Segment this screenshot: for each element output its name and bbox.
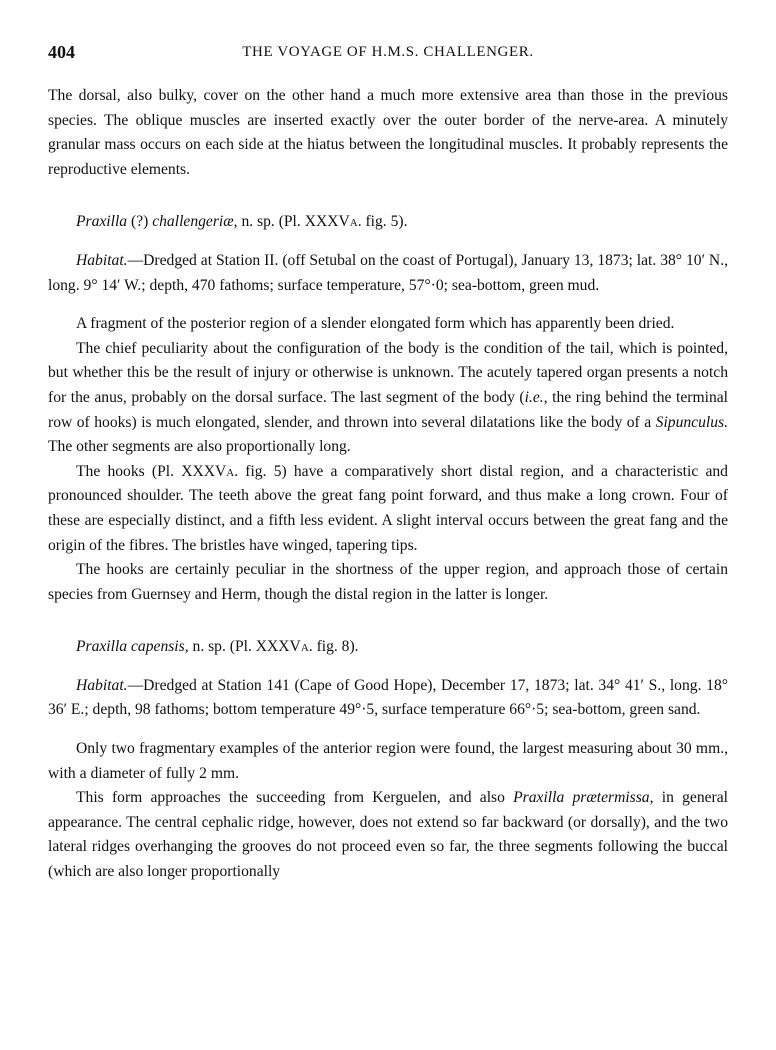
habitat-label: Habitat. <box>76 676 128 694</box>
plate-suffix: a <box>349 213 358 231</box>
page-header <box>48 42 728 66</box>
species-epithet: challengeriæ <box>152 213 234 231</box>
description-paragraph: Only two fragmentary examples of the anterior region were found, the largest measuring about 30 mm., with a diameter of fully 2 mm. <box>48 740 728 782</box>
figure-reference: . fig. 5). <box>357 213 408 231</box>
genus-qualifier: (?) <box>127 213 153 231</box>
text-run: The other segments are also proportionally long. <box>48 438 351 456</box>
description-paragraph <box>48 460 728 558</box>
plate-suffix: a <box>300 638 309 656</box>
italic-text: Praxilla prætermissa <box>513 789 650 807</box>
habitat-paragraph <box>48 249 728 298</box>
text-run: The hooks (Pl. XXXV <box>76 462 227 480</box>
habitat-label: Habitat. <box>76 251 128 269</box>
text-run: , the ring behind the terminal row of hooks) is much elongated, slender, and thrown into several dilatations like the body of a <box>48 388 728 431</box>
figure-reference: . fig. 8). <box>308 638 359 656</box>
text-run: . fig. 5) have a comparatively short distal region, and a characteristic and pronounced shoulder. The teeth above the great fang point forward, and thus make a long crown. Four of these are especially distinct, and a fifth less evident. A slight interval occurs between the great fang and the origin of the fibres. The bristles have winged, tapering tips. <box>48 462 728 554</box>
genus-name: Praxilla <box>76 213 128 231</box>
description-paragraph: The hooks are certainly peculiar in the shortness of the upper region, and approach those of certain species from Guernsey and Herm, though the distal region in the latter is longer. <box>48 561 728 603</box>
italic-text: Sipunculus. <box>655 413 728 431</box>
species-name: Praxilla capensis <box>76 638 185 656</box>
body-text <box>48 84 728 885</box>
species-heading-challengeriae <box>48 210 728 235</box>
description-paragraph <box>48 786 728 884</box>
habitat-text: —Dredged at Station II. (off Setubal on the coast of Portugal), January 13, 1873; lat. 38° 10′ N., long. 9° 14′ W.; depth, 470 fathoms; surface temperature, 57°·0; sea-bottom, green mud. <box>48 251 728 294</box>
text-run: This form approaches the succeeding from Kerguelen, and also <box>76 789 514 807</box>
habitat-paragraph <box>48 674 728 723</box>
page-number: 404 <box>48 42 75 62</box>
plate-reference: , n. sp. (Pl. XXXV <box>233 213 350 231</box>
running-head: THE VOYAGE OF H.M.S. CHALLENGER. <box>242 44 534 60</box>
text-run: , in general appearance. The central cephalic ridge, however, does not extend so far backward (or dorsally), and the two lateral ridges overhanging the grooves do not proceed even so far, the three segments following the buccal (which are also longer proportionally <box>48 789 728 881</box>
italic-text: i.e. <box>524 388 544 406</box>
text-run: The chief peculiarity about the configuration of the body is the condition of the tail, which is pointed, but whether this be the result of injury or otherwise is unknown. The acutely tapered organ presents a notch for the anus, probably on the dorsal surface. The last segment of the body ( <box>48 339 728 406</box>
plate-reference: , n. sp. (Pl. XXXV <box>184 638 301 656</box>
plate-suffix: a <box>226 462 235 480</box>
description-paragraph: A fragment of the posterior region of a slender elongated form which has apparently been dried. <box>76 315 675 333</box>
intro-paragraph: The dorsal, also bulky, cover on the other hand a much more extensive area than those in the previous species. The oblique muscles are inserted exactly over the outer border of the nerve-area. A minutely granular mass occurs on each side at the hiatus between the longitudinal muscles. It probably represents the reproductive elements. <box>48 87 728 178</box>
species-heading-capensis <box>48 635 728 660</box>
description-paragraph <box>48 337 728 460</box>
habitat-text: —Dredged at Station 141 (Cape of Good Hope), December 17, 1873; lat. 34° 41′ S., long. 18° 36′ E.; depth, 98 fathoms; bottom temperature 49°·5, surface temperature 66°·5; sea-bottom, green sand. <box>48 676 728 719</box>
